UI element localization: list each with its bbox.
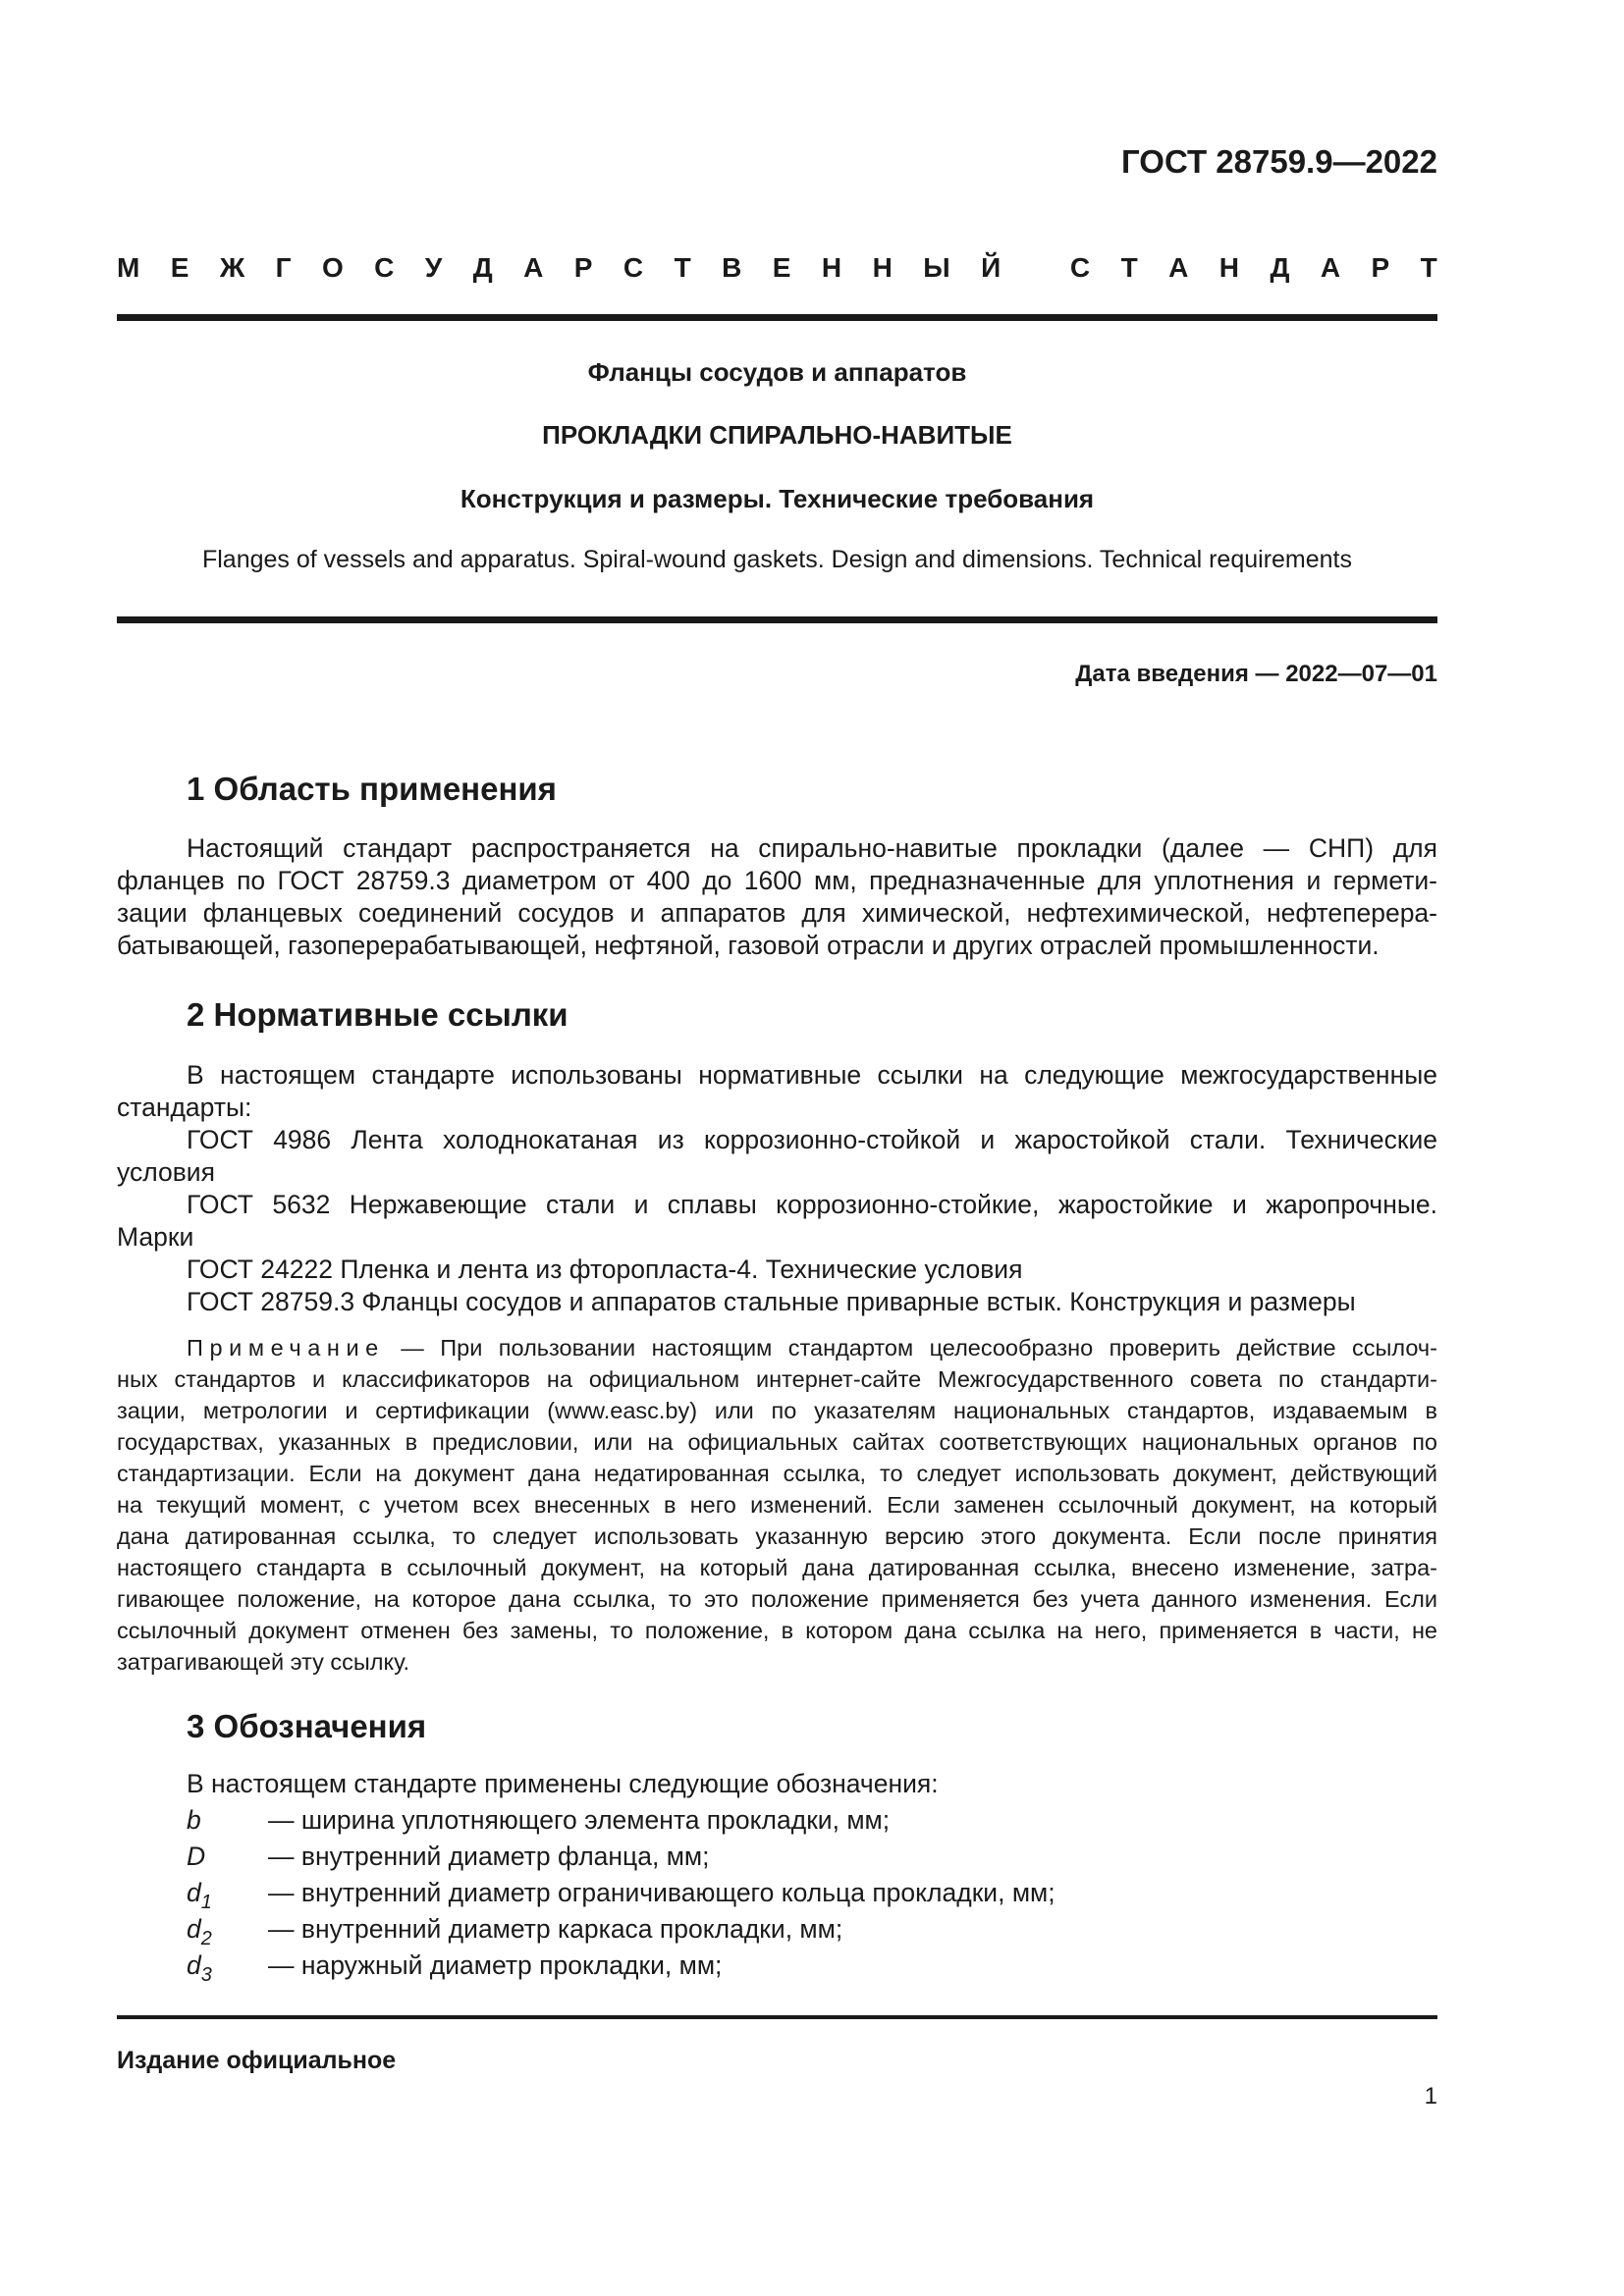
- banner-letter: Ы: [923, 252, 950, 283]
- note-line: затрагивающей эту ссылку.: [117, 1649, 409, 1675]
- banner-letter: С: [623, 252, 644, 283]
- symbol-description: — внутренний диаметр фланца, мм;: [268, 1842, 710, 1871]
- s1-line: фланцев по ГОСТ 28759.3 диаметром от 400 до 1600 мм, предназначенные для уплотнения и гермети-: [117, 866, 1437, 895]
- section-2-heading: 2 Нормативные ссылки: [187, 996, 568, 1033]
- symbol-row-b: [187, 1805, 890, 1842]
- symbol: b: [187, 1805, 201, 1835]
- symbol-row-D: [187, 1842, 710, 1878]
- reference-item-gost-5632: ГОСТ 5632 Нержавеющие стали и сплавы коррозионно-стойкие, жаростойкие и жаропрочные.: [187, 1190, 1437, 1219]
- banner-letter: Т: [674, 252, 691, 283]
- banner-letter: У: [424, 252, 443, 283]
- note-line: ных стандартов и классификаторов на официальном интернет-сайте Межгосударственного совета по стандарти-: [117, 1366, 1437, 1392]
- introduction-date: Дата введения — 2022—07—01: [1075, 661, 1437, 687]
- reference-item-gost-4986-cont: условия: [117, 1157, 215, 1187]
- banner-letter: С: [1069, 252, 1091, 283]
- document-code: ГОСТ 28759.9—2022: [1121, 143, 1437, 180]
- standard-type-banner: [117, 252, 1437, 284]
- banner-letter: А: [1168, 252, 1189, 283]
- banner-letter: О: [321, 252, 344, 283]
- banner-letter: В: [722, 252, 742, 283]
- note-line-first: [117, 1332, 1437, 1363]
- reference-list: [117, 1124, 1437, 1318]
- title-rule: [117, 616, 1437, 623]
- symbol: D: [187, 1842, 206, 1871]
- symbol: $d_2$: [187, 1914, 212, 1949]
- symbol-description: — ширина уплотняющего элемента прокладки, мм;: [268, 1805, 891, 1835]
- note-line: государствах, указанных в предисловии, или на официальных сайтах соответствующих национальных органов по: [117, 1429, 1437, 1455]
- symbol-row-d2: [187, 1914, 842, 1950]
- banner-letter: Д: [1270, 252, 1290, 283]
- symbol: $d_3$: [187, 1950, 212, 1986]
- footer-rule: [117, 2015, 1437, 2019]
- official-edition-label: Издание официальное: [117, 2047, 397, 2074]
- s2-intro-line: В настоящем стандарте использованы нормативные ссылки на следующие межгосударственные: [187, 1060, 1437, 1090]
- symbol-row-d1: [187, 1878, 1056, 1914]
- note-text: — При пользовании настоящим стандартом целесообразно проверить действие ссылоч-: [384, 1335, 1437, 1361]
- banner-letter: Р: [1371, 252, 1390, 283]
- reference-item-gost-28759-3: ГОСТ 28759.3 Фланцы сосудов и аппаратов стальные приварные встык. Конструкция и размеры: [187, 1287, 1356, 1316]
- banner-letter: Е: [772, 252, 791, 283]
- note-line: ссылочный документ отменен без замены, то положение, в котором дана ссылка на него, применяется в части, не: [117, 1618, 1437, 1643]
- banner-letter: Е: [170, 252, 189, 283]
- title-line-1: Фланцы сосудов и аппаратов: [587, 357, 967, 387]
- s1-line: Настоящий стандарт распространяется на спирально-навитые прокладки (далее — СНП) для: [187, 833, 1437, 863]
- s1-line: зации фланцевых соединений сосудов и аппаратов для химической, нефтехимической, нефтеперера-: [117, 898, 1437, 928]
- section-3-intro: В настоящем стандарте применены следующие обозначения:: [187, 1769, 939, 1798]
- reference-item-gost-4986: ГОСТ 4986 Лента холоднокатаная из коррозионно-стойкой и жаростойкой стали. Технические: [187, 1125, 1437, 1154]
- header-rule: [117, 314, 1437, 321]
- page-number: 1: [1424, 2083, 1437, 2109]
- reference-item-gost-5632-cont: Марки: [117, 1222, 194, 1252]
- banner-letter: С: [374, 252, 395, 283]
- symbol: $d_1$: [187, 1878, 212, 1913]
- note-line: зации, метрологии и сертификации (www.easc.by) или по указателям национальных стандартов, издаваемым в: [117, 1398, 1437, 1423]
- note-line: гивающее положение, на которое дана ссылка, то это положение применяется без учета данного изменения. Если: [117, 1586, 1437, 1612]
- note-block: [117, 1332, 1437, 1678]
- banner-letter: Й: [981, 252, 1001, 283]
- banner-letter: Н: [872, 252, 893, 283]
- section-3-heading: 3 Обозначения: [187, 1708, 427, 1744]
- banner-gap: [1032, 252, 1040, 284]
- title-line-3: Конструкция и размеры. Технические требования: [460, 484, 1095, 513]
- banner-letter: Т: [1420, 252, 1437, 283]
- banner-letter: Т: [1120, 252, 1138, 283]
- banner-letter: А: [1320, 252, 1341, 283]
- banner-letter: Ж: [219, 252, 245, 283]
- note-line: настоящего стандарта в ссылочный документ, на который дана датированная ссылка, внесено изменение, затра-: [117, 1555, 1437, 1580]
- section-1-text: [117, 832, 1437, 962]
- english-title: Flanges of vessels and apparatus. Spiral-wound gaskets. Design and dimensions. Technical requirements: [201, 546, 1353, 573]
- symbol-description: — внутренний диаметр ограничивающего кольца прокладки, мм;: [268, 1878, 1056, 1907]
- banner-letter: Г: [275, 252, 292, 283]
- s1-line: батывающей, газоперерабатывающей, нефтяной, газовой отрасли и других отраслей промышленности.: [117, 931, 1380, 960]
- note-line: дана датированная ссылка, то следует использовать указанную версию этого документа. Если после принятия: [117, 1523, 1437, 1549]
- symbol-description: — наружный диаметр прокладки, мм;: [268, 1950, 723, 1980]
- section-1-heading: 1 Область применения: [187, 771, 557, 807]
- note-line: стандартизации. Если на документ дана недатированная ссылка, то следует использовать документ, действующий: [117, 1461, 1437, 1486]
- section-2-intro: [117, 1059, 1437, 1124]
- s2-intro-line: стандарты:: [117, 1093, 252, 1122]
- banner-letter: Н: [1218, 252, 1240, 283]
- banner-letter: Н: [821, 252, 842, 283]
- title-line-2: ПРОКЛАДКИ СПИРАЛЬНО-НАВИТЫЕ: [542, 420, 1012, 450]
- reference-item-gost-24222: ГОСТ 24222 Пленка и лента из фторопласта-4. Технические условия: [187, 1255, 1023, 1284]
- banner-letter: М: [117, 252, 140, 283]
- symbol-description: — внутренний диаметр каркаса прокладки, мм;: [268, 1914, 843, 1944]
- note-line: на текущий момент, с учетом всех внесенных в него изменений. Если заменен ссылочный документ, на который: [117, 1492, 1437, 1518]
- note-label: Примечание: [187, 1335, 385, 1361]
- banner-letter: Д: [472, 252, 493, 283]
- banner-letter: Р: [573, 252, 593, 283]
- symbol-row-d3: [187, 1950, 722, 1987]
- banner-letter: А: [523, 252, 544, 283]
